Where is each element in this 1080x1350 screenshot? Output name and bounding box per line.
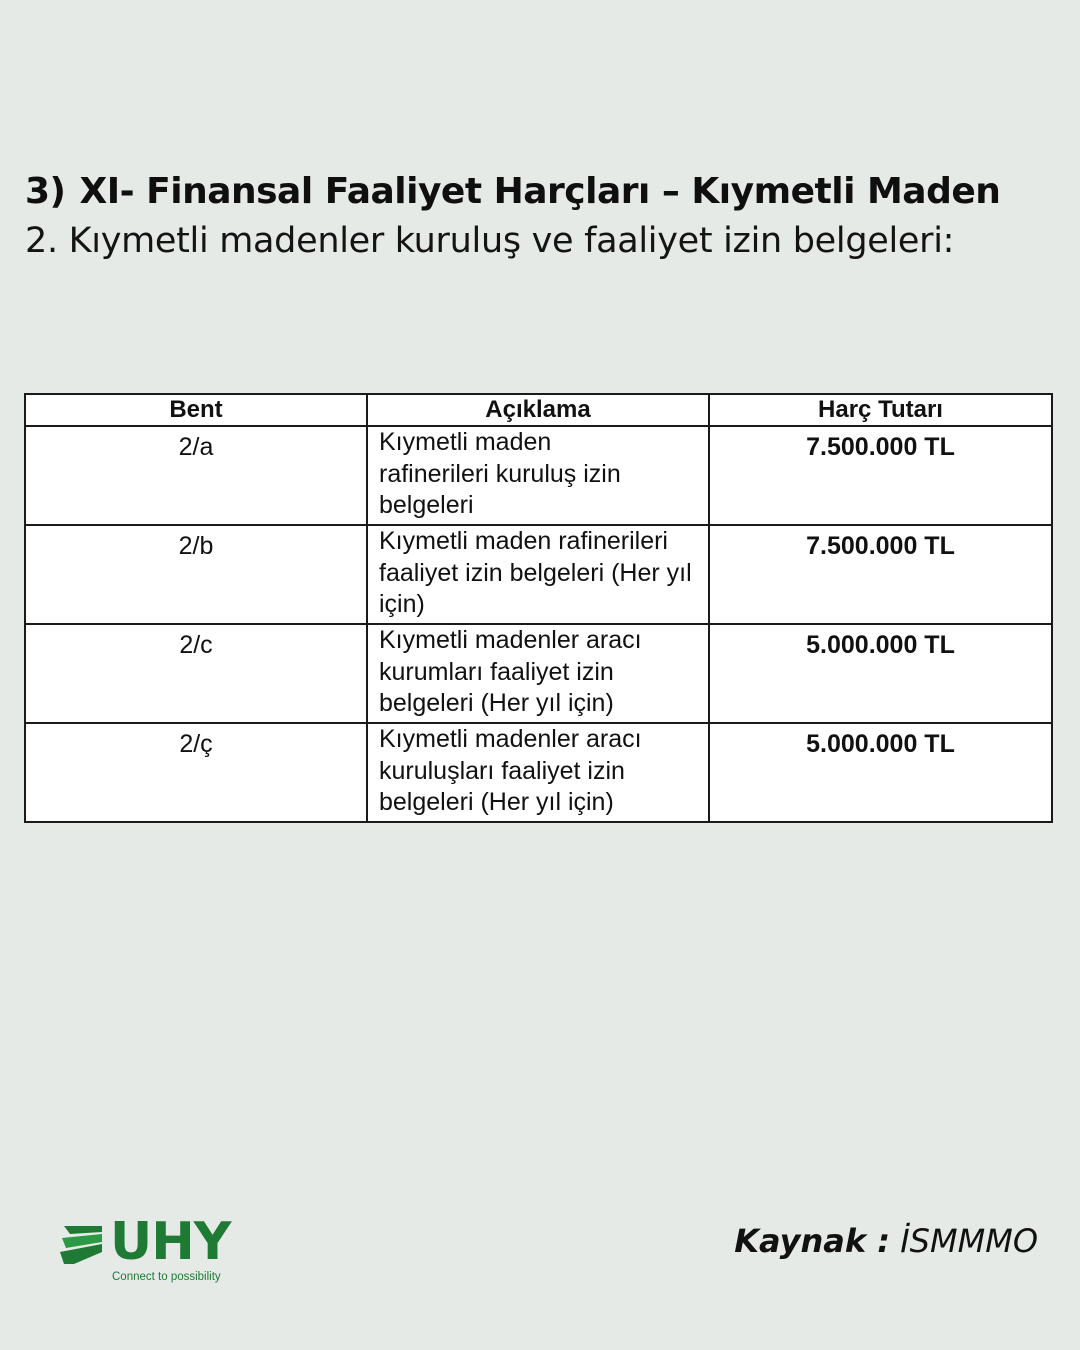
page-title xyxy=(25,168,1055,216)
cell-bent: 2/ç xyxy=(25,723,367,822)
cell-aciklama: Kıymetli madenler aracı kuruluşları faaliyet izin belgeleri (Her yıl için) xyxy=(367,723,709,822)
table-row xyxy=(25,525,1052,624)
source-label: Kaynak : xyxy=(734,1222,891,1260)
column-header-harc: Harç Tutarı xyxy=(709,394,1052,426)
page-subtitle: 2. Kıymetli madenler kuruluş ve faaliyet izin belgeleri: xyxy=(25,221,955,261)
cell-harc: 5.000.000 TL xyxy=(709,723,1052,822)
cell-bent: 2/b xyxy=(25,525,367,624)
uhy-stripes-icon xyxy=(60,1222,104,1264)
cell-bent: 2/a xyxy=(25,426,367,525)
section-number: 3) xyxy=(25,171,66,212)
column-header-aciklama: Açıklama xyxy=(367,394,709,426)
table-row xyxy=(25,624,1052,723)
table-header-row xyxy=(25,394,1052,426)
cell-bent: 2/c xyxy=(25,624,367,723)
cell-aciklama: Kıymetli maden rafinerileri faaliyet izin belgeleri (Her yıl için) xyxy=(367,525,709,624)
cell-aciklama: Kıymetli madenler aracı kurumları faaliyet izin belgeleri (Her yıl için) xyxy=(367,624,709,723)
heading xyxy=(25,168,1055,266)
column-header-bent: Bent xyxy=(25,394,367,426)
logo-tagline: Connect to possibility xyxy=(112,1271,221,1283)
table-row xyxy=(25,426,1052,525)
uhy-logo xyxy=(60,1212,260,1288)
cell-aciklama: Kıymetli maden rafinerileri kuruluş izin belgeleri xyxy=(367,426,709,525)
fee-table xyxy=(24,393,1053,823)
cell-harc: 7.500.000 TL xyxy=(709,426,1052,525)
cell-harc: 7.500.000 TL xyxy=(709,525,1052,624)
source-credit xyxy=(734,1222,1038,1260)
table-row xyxy=(25,723,1052,822)
section-title: XI- Finansal Faaliyet Harçları – Kıymetli Maden xyxy=(79,171,1001,212)
cell-harc: 5.000.000 TL xyxy=(709,624,1052,723)
source-value: İSMMMO xyxy=(900,1222,1038,1260)
logo-wordmark: UHY xyxy=(110,1212,231,1272)
